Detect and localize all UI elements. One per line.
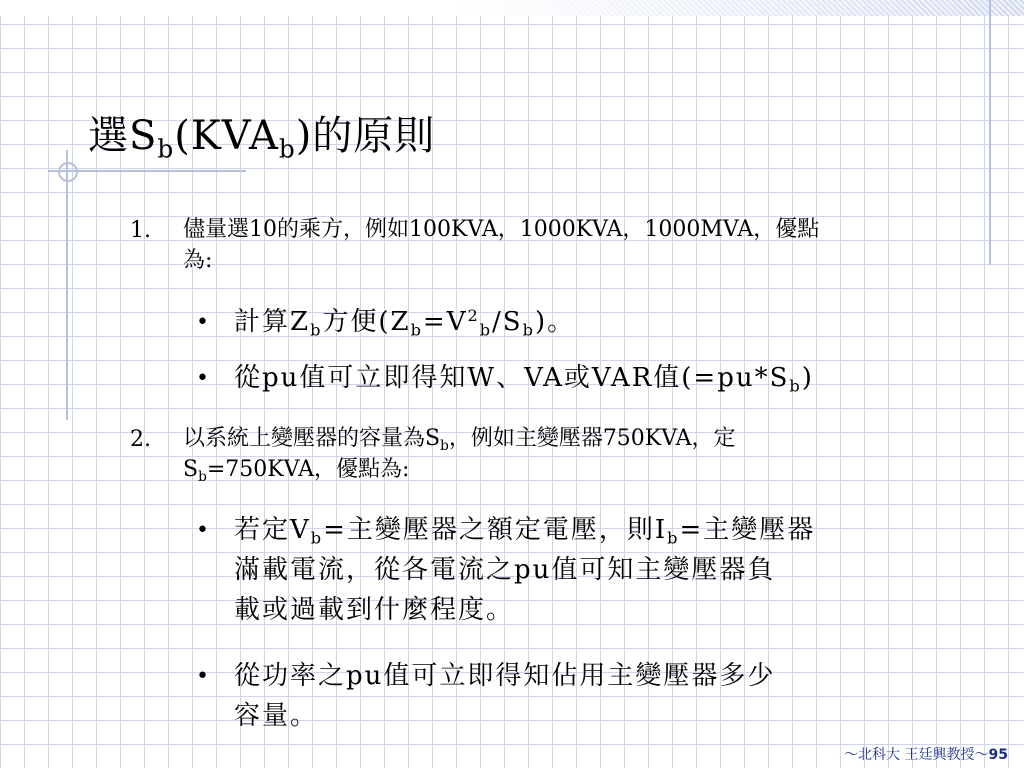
section-1-number: 1.	[130, 218, 151, 243]
section-2-bullet-1-line-3: 載或過載到什麼程度。	[234, 595, 515, 625]
left-decorative-line	[66, 150, 68, 420]
bullet-glyph: •	[196, 518, 209, 543]
decorative-circle	[58, 162, 78, 182]
section-1-line-1: 儘量選10的乘方，例如100KVA，1000KVA，1000MVA，優點	[183, 217, 820, 242]
section-2-line-2: $S_b=750KVA$，優點為:	[183, 457, 410, 485]
section-2-bullet-1-line-1: 若定$V_b=$主變壓器之額定電壓，則$I_b=$主變壓器	[234, 515, 816, 548]
top-band-fade	[0, 0, 1024, 16]
section-1-bullet-2: 從pu值可立即得知W、VA或VAR值$(=pu*S_b)$	[234, 363, 814, 396]
section-2-bullet-2-line-1: 從功率之pu值可立即得知佔用主變壓器多少	[234, 661, 776, 691]
section-2-bullet-1-line-2: 滿載電流，從各電流之pu值可知主變壓器負	[234, 555, 776, 585]
footer-author: ～北科大 王廷興教授～	[844, 747, 989, 763]
section-2-line-1: 以系統上變壓器的容量為$S_b$，例如主變壓器750KVA，定	[183, 426, 736, 454]
section-1-line-2: 為:	[183, 248, 213, 273]
section-2-bullet-1	[234, 510, 815, 630]
slide-title: 選$S_b(KVA_b)$的原則	[88, 113, 436, 164]
section-2-bullet-2-line-2: 容量。	[234, 701, 319, 731]
section-1-text	[183, 214, 819, 276]
section-2-text	[183, 423, 736, 485]
bullet-glyph: •	[196, 310, 209, 335]
section-2-bullet-2	[234, 656, 775, 736]
bullet-glyph: •	[196, 664, 209, 689]
page-number: 95	[988, 747, 1008, 763]
bullet-glyph: •	[196, 366, 209, 391]
section-2-number: 2.	[130, 427, 151, 452]
right-decorative-line	[989, 0, 991, 265]
section-1-bullet-1: 計算$Z_b$方便$(Z_b=V^2_b/S_b)$。	[234, 306, 576, 340]
slide-footer	[844, 744, 1008, 764]
